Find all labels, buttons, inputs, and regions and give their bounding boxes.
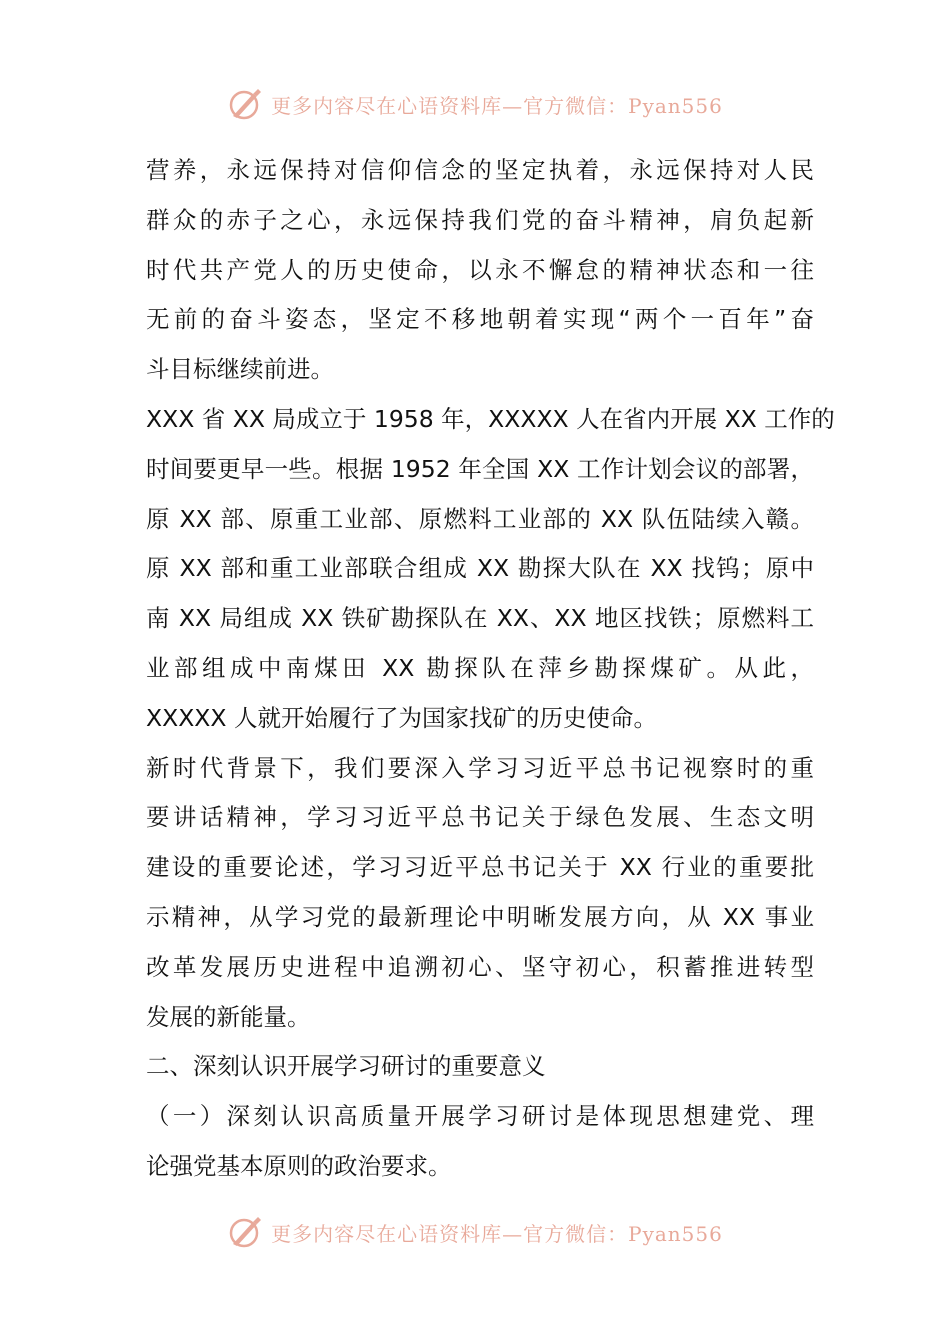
paragraph-line: 斗目标继续前进。 bbox=[146, 355, 334, 384]
header-watermark-text: 更多内容尽在心语资料库—官方微信：Pyan556 bbox=[271, 93, 723, 118]
paragraph-line: 改革发展历史进程中追溯初心、坚守初心，积蓄推进转型 bbox=[146, 952, 814, 981]
paragraph-line: 示精神，从学习党的最新理论中明晰发展方向，从 XX 事业 bbox=[146, 902, 814, 931]
paragraph-line: 原 XX 部、原重工业部、原燃料工业部的 XX 队伍陆续入赣。 bbox=[146, 504, 814, 533]
paragraph-line: 群众的赤子之心，永远保持我们党的奋斗精神，肩负起新 bbox=[146, 205, 814, 234]
paragraph bbox=[146, 395, 835, 744]
paragraph-line: 要讲话精神，学习习近平总书记关于绿色发展、生态文明 bbox=[146, 803, 814, 832]
footer-watermark bbox=[0, 1210, 950, 1254]
paragraph bbox=[146, 1042, 814, 1092]
paragraph bbox=[146, 744, 814, 1043]
paragraph-line: XXXXX 人就开始履行了为国家找矿的历史使命。 bbox=[146, 703, 657, 732]
paragraph-line: 发展的新能量。 bbox=[146, 1002, 311, 1031]
document-body bbox=[146, 146, 835, 1192]
paragraph bbox=[146, 146, 814, 395]
paragraph-line: 营养，永远保持对信仰信念的坚定执着，永远保持对人民 bbox=[146, 156, 814, 184]
paragraph bbox=[146, 1092, 814, 1192]
paragraph-line: 二、深刻认识开展学习研讨的重要意义 bbox=[146, 1052, 546, 1081]
paragraph-line: 新时代背景下，我们要深入学习习近平总书记视察时的重 bbox=[146, 753, 814, 782]
paragraph-line: XXX 省 XX 局成立于 1958 年，XXXXX 人在省内开展 XX 工作的 bbox=[146, 404, 835, 433]
paragraph-line: （一）深刻认识高质量开展学习研讨是体现思想建党、理 bbox=[146, 1102, 814, 1131]
pen-logo-icon bbox=[227, 1214, 263, 1250]
footer-watermark-text: 更多内容尽在心语资料库—官方微信：Pyan556 bbox=[271, 1221, 723, 1246]
paragraph-line: 无前的奋斗姿态，坚定不移地朝着实现“两个一百年”奋 bbox=[146, 305, 814, 334]
paragraph-line: 时间要更早一些。根据 1952 年全国 XX 工作计划会议的部署， bbox=[146, 454, 814, 483]
pen-logo-icon bbox=[227, 86, 263, 122]
paragraph-line: 论强党基本原则的政治要求。 bbox=[146, 1151, 452, 1180]
paragraph-line: 业部组成中南煤田 XX 勘探队在萍乡勘探煤矿。从此， bbox=[146, 653, 814, 682]
header-watermark bbox=[0, 82, 950, 126]
paragraph-line: 南 XX 局组成 XX 铁矿勘探队在 XX、XX 地区找铁；原燃料工 bbox=[146, 604, 814, 633]
paragraph-line: 时代共产党人的历史使命，以永不懈怠的精神状态和一往 bbox=[146, 255, 814, 284]
paragraph-line: 原 XX 部和重工业部联合组成 XX 勘探大队在 XX 找钨；原中 bbox=[146, 554, 814, 583]
paragraph-line: 建设的重要论述，学习习近平总书记关于 XX 行业的重要批 bbox=[146, 853, 814, 882]
